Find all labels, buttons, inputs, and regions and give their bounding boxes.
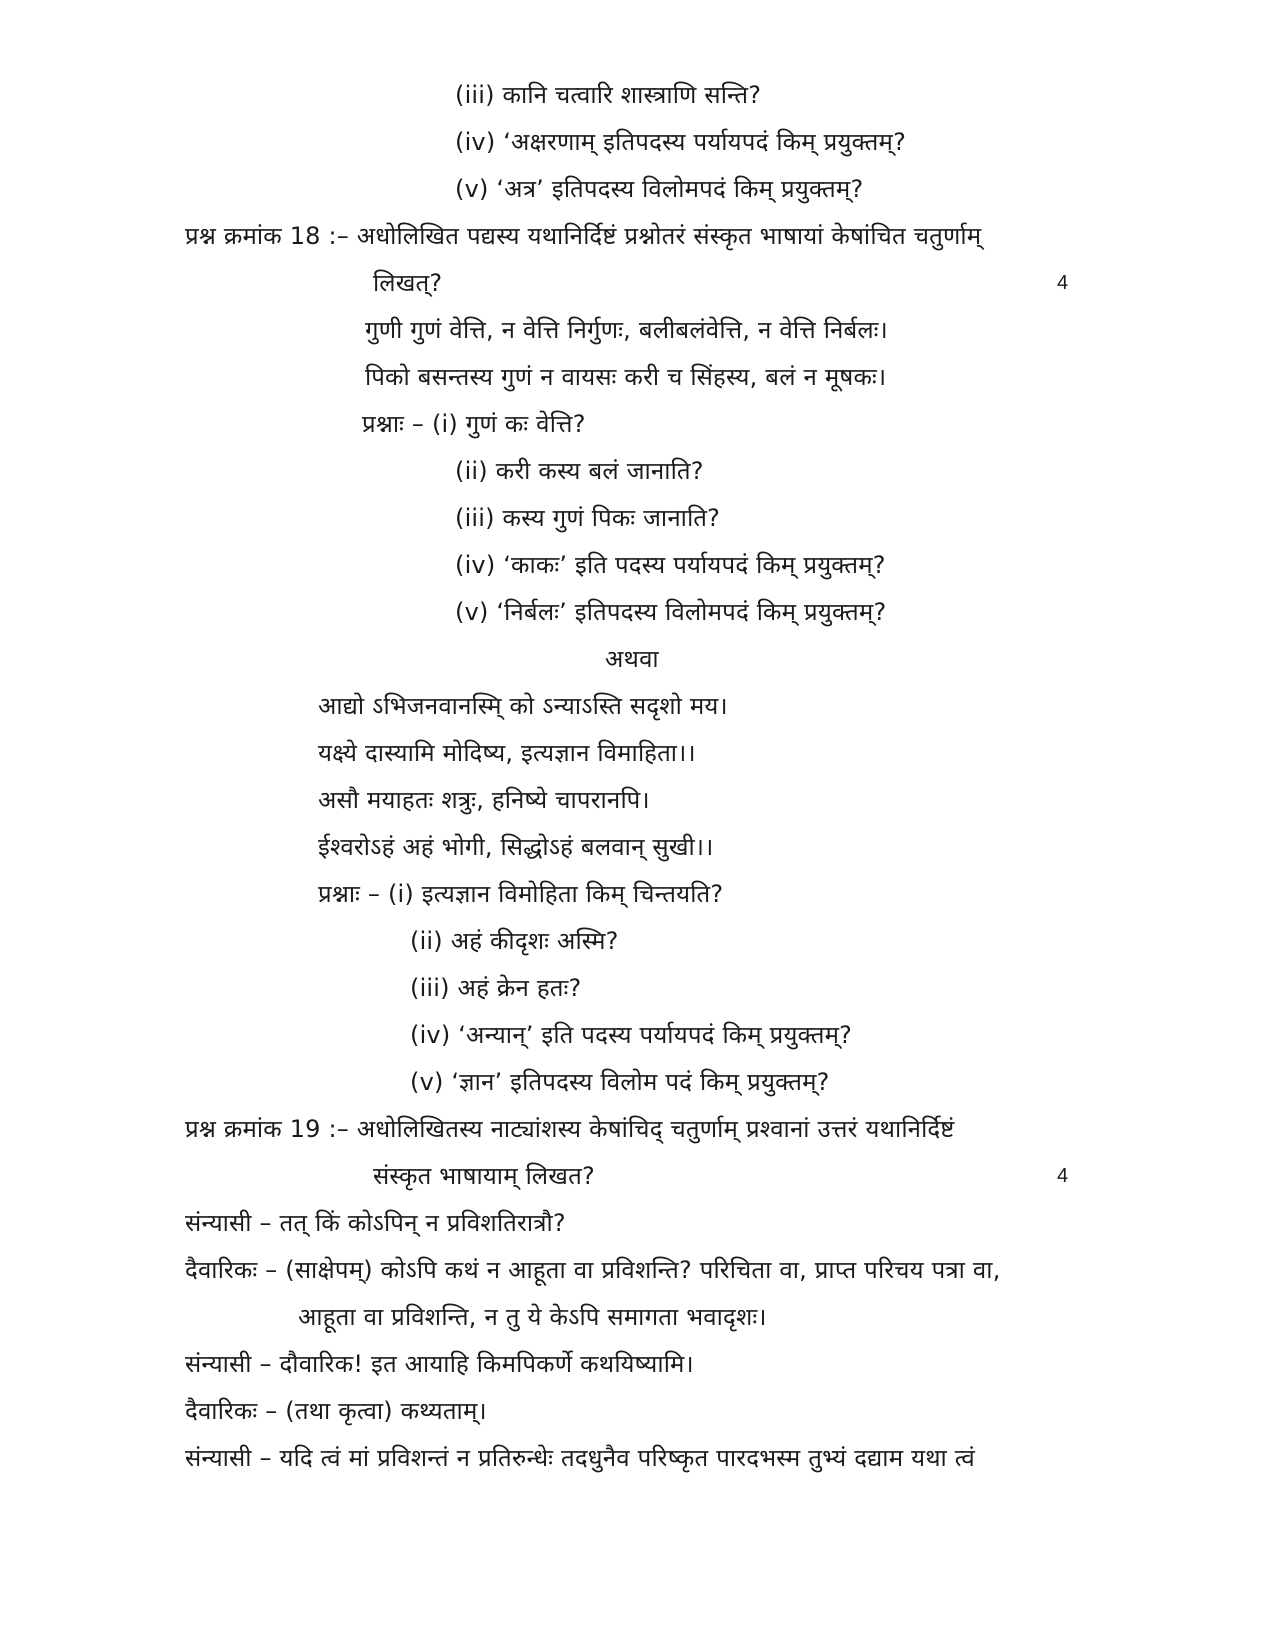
question-18-heading: प्रश्न क्रमांक 18 :– अधोलिखित पद्यस्य यथानिर्दिष्टं प्रश्नोतरं संस्कृत भाषायां केषांचित चतुर्णाम् [185,222,982,250]
question-line: (iii) कानि चत्वारि शास्त्राणि सन्ति? [455,81,762,109]
question-line: (v) ‘अत्र’ इतिपदस्य विलोमपदं किम् प्रयुक्तम्? [455,175,864,203]
verse-line: पिको बसन्तस्य गुणं न वायसः करी च सिंहस्य, बलं न मूषकः। [365,363,887,391]
dialogue-line: संन्यासी – यदि त्वं मां प्रविशन्तं न प्रतिरुन्धेः तदधुनैव परिष्कृत पारदभस्म तुभ्यं दद्याम यथा त्वं [185,1444,975,1472]
question-line: (iv) ‘काकः’ इति पदस्य पर्यायपदं किम् प्रयुक्तम्? [455,551,886,579]
dialogue-line: आहूता वा प्रविशन्ति, न तु ये केऽपि समागता भवादृशः। [298,1303,767,1331]
question-18-marks: 4 [1057,272,1069,294]
verse-line: यक्ष्ये दास्यामि मोदिष्य, इत्यज्ञान विमाहिता।। [318,739,696,767]
question-line: (iv) ‘अन्यान्’ इति पदस्य पर्यायपदं किम् प्रयुक्तम्? [410,1021,853,1049]
question-19-heading: प्रश्न क्रमांक 19 :– अधोलिखितस्य नाट्यांशस्य केषांचिद् चतुर्णाम् प्रश्वानां उत्तरं यथानिर्दिष्टं [185,1115,955,1143]
question-19-marks: 4 [1057,1165,1069,1187]
question-18-heading-cont: लिखत्? [373,269,443,297]
question-line: (iii) कस्य गुणं पिकः जानाति? [455,504,721,532]
verse-line: ईश्वरोऽहं अहं भोगी, सिद्धोऽहं बलवान् सुखी।। [318,833,714,861]
dialogue-line: दैवारिकः – (साक्षेपम्) कोऽपि कथं न आहूता वा प्रविशन्ति? परिचिता वा, प्राप्त परिचय पत्रा वा, [185,1256,1001,1284]
question-line: (iii) अहं क्रेन हतः? [410,974,582,1002]
or-separator: अथवा [605,645,659,673]
dialogue-line: दैवारिकः – (तथा कृत्वा) कथ्यताम्। [185,1397,487,1425]
verse-line: असौ मयाहतः शत्रुः, हनिष्ये चापरानपि। [318,786,650,814]
verse-line: आद्यो ऽभिजनवानस्मि् को ऽन्याऽस्ति सदृशो मय। [318,692,728,720]
dialogue-line: संन्यासी – दौवारिक! इत आयाहि किमपिकर्णे कथयिष्यामि। [185,1350,694,1378]
question-line: (ii) करी कस्य बलं जानाति? [455,457,704,485]
question-line: प्रश्नाः – (i) इत्यज्ञान विमोहिता किम् चिन्तयति? [318,880,724,908]
question-line: (v) ‘ज्ञान’ इतिपदस्य विलोम पदं किम् प्रयुक्तम्? [410,1068,830,1096]
dialogue-line: संन्यासी – तत् किं कोऽपिन् न प्रविशतिरात्रौ? [185,1209,566,1237]
verse-line: गुणी गुणं वेत्ति, न वेत्ति निर्गुणः, बलीबलंवेत्ति, न वेत्ति निर्बलः। [365,316,888,344]
question-line: (iv) ‘अक्षरणाम् इतिपदस्य पर्यायपदं किम् प्रयुक्तम्? [455,128,907,156]
question-line: (v) ‘निर्बलः’ इतिपदस्य विलोमपदं किम् प्रयुक्तम्? [455,598,887,626]
question-line: (ii) अहं कीदृशः अस्मि? [410,927,619,955]
question-line: प्रश्नाः – (i) गुणं कः वेत्ति? [362,410,586,438]
question-19-heading-cont: संस्कृत भाषायाम् लिखत? [373,1162,595,1190]
